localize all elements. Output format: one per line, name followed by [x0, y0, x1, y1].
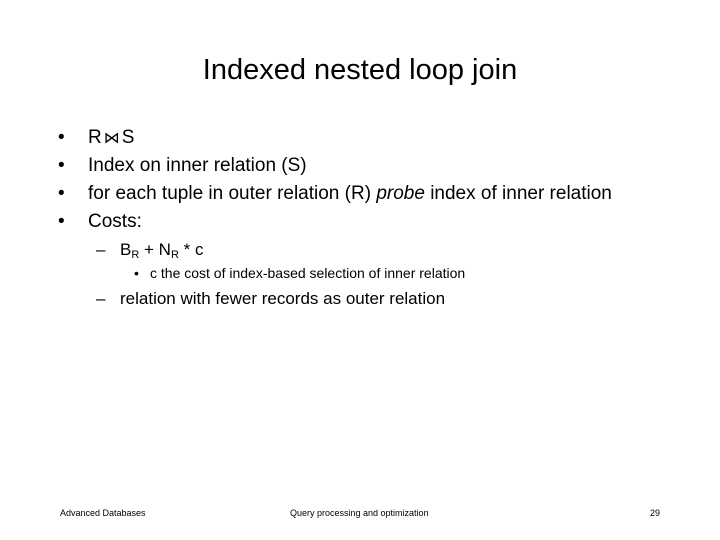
formula-n-subscript: R — [170, 249, 179, 261]
bullet-marker: • — [58, 155, 65, 176]
formula-n: N — [158, 240, 171, 259]
formula-b-subscript: R — [131, 249, 140, 261]
sub-sub-bullet-cost-note — [134, 264, 465, 282]
bullet-text: relation with fewer records as outer relation — [120, 289, 446, 308]
sub-bullet-fewer-records — [96, 288, 445, 310]
relation-s: S — [121, 127, 135, 148]
natural-join-symbol: ⋈ — [103, 130, 120, 147]
dash-marker: – — [96, 289, 106, 308]
bullet-costs — [58, 210, 142, 234]
relation-r: R — [88, 127, 102, 148]
bullet-marker: • — [58, 183, 65, 204]
bullet-marker: • — [58, 127, 65, 148]
formula-b: B — [120, 240, 132, 259]
bullet-marker: • — [58, 211, 65, 232]
footer-left: Advanced Databases — [60, 508, 146, 518]
formula-plus: + — [139, 240, 159, 259]
bullet-text-post: index of inner relation — [424, 183, 612, 204]
bullet-marker: • — [134, 265, 139, 281]
bullet-index-inner — [58, 154, 307, 178]
bullet-text-pre: for each tuple in outer relation (R) — [88, 183, 377, 204]
page-title: Indexed nested loop join — [202, 54, 518, 86]
dash-marker: – — [96, 240, 106, 259]
bullet-text: c the cost of index-based selection of inner relation — [150, 265, 466, 281]
bullet-text: Costs: — [88, 211, 142, 232]
bullet-text: Index on inner relation (S) — [88, 155, 307, 176]
footer-center: Query processing and optimization — [290, 508, 429, 518]
formula-rest: * c — [178, 240, 204, 259]
sub-bullet-cost-formula — [96, 239, 203, 261]
bullet-probe — [58, 182, 612, 206]
bullet-text-emphasis: probe — [376, 183, 425, 204]
footer-page-number: 29 — [649, 508, 660, 518]
bullet-join-expression — [58, 126, 134, 151]
